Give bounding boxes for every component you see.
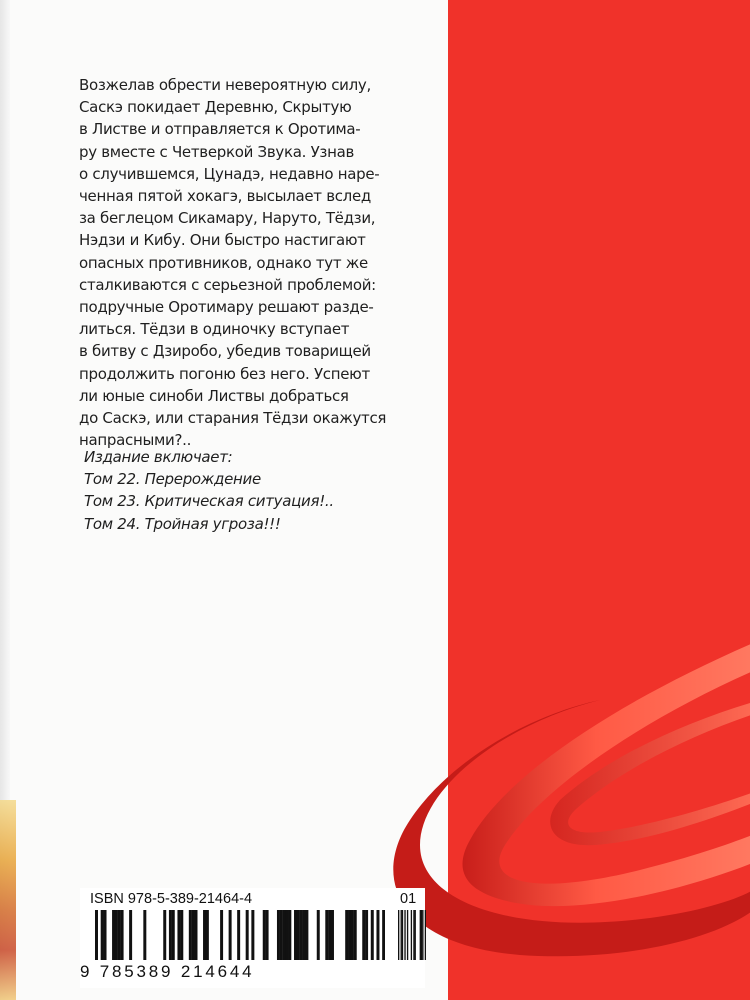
- issue-number: 01: [400, 891, 417, 907]
- synopsis-line: Саскэ покидает Деревню, Скрытую: [79, 98, 352, 117]
- barcode-bar: [121, 910, 124, 960]
- isbn-number: ISBN 978-5-389-21464-4: [90, 891, 253, 907]
- barcode-bar: [354, 910, 357, 960]
- addon-bar: [404, 910, 405, 960]
- barcode-bar: [303, 910, 306, 960]
- barcode-bar: [297, 910, 300, 960]
- barcode-bar: [263, 910, 266, 960]
- addon-bar: [422, 910, 423, 960]
- addon-bar: [401, 910, 402, 960]
- synopsis-line: сталкиваются с серьезной проблемой:: [79, 275, 376, 294]
- barcode-bar: [172, 910, 175, 960]
- barcode-bar: [203, 910, 206, 960]
- synopsis-line: ру вместе с Четверкой Звука. Узнав: [79, 142, 355, 161]
- barcode-bar: [206, 910, 209, 960]
- barcode-bar: [376, 910, 379, 960]
- barcode-bar: [129, 910, 132, 960]
- synopsis-line: о случившемся, Цунадэ, недавно наре-: [79, 164, 380, 183]
- barcode-bar: [365, 910, 368, 960]
- barcode-digits: 9 785389 214644: [80, 962, 255, 981]
- barcode-bar: [288, 910, 291, 960]
- barcode-bar: [325, 910, 328, 960]
- barcode-bar: [246, 910, 249, 960]
- barcode-bar: [300, 910, 303, 960]
- addon-bar: [415, 910, 416, 960]
- barcode-bar: [371, 910, 374, 960]
- barcode-bar: [345, 910, 348, 960]
- synopsis-line: Нэдзи и Кибу. Они быстро настигают: [79, 231, 366, 250]
- barcode-bar: [305, 910, 308, 960]
- barcode-bar: [101, 910, 104, 960]
- barcode-bar: [331, 910, 334, 960]
- barcode-bar: [362, 910, 365, 960]
- barcode-bar: [266, 910, 269, 960]
- synopsis-line: за беглецом Сикамару, Наруто, Тёдзи,: [79, 209, 376, 228]
- addon-bar: [407, 910, 408, 960]
- barcode-bar: [118, 910, 121, 960]
- barcode-bar: [95, 910, 98, 960]
- barcode-bar: [229, 910, 232, 960]
- addon-bar: [420, 910, 421, 960]
- barcode-bar: [177, 910, 180, 960]
- barcode-bar: [277, 910, 280, 960]
- synopsis-line: продолжить погоню без него. Успеют: [79, 364, 370, 383]
- barcode-bar: [115, 910, 118, 960]
- barcode-bar: [285, 910, 288, 960]
- synopsis-line: литься. Тёдзи в одиночку вступает: [79, 320, 350, 339]
- edition-contents: [84, 446, 334, 535]
- synopsis-line: ли юные синоби Листвы добраться: [79, 386, 349, 405]
- barcode-bar: [112, 910, 115, 960]
- barcode-bar: [163, 910, 166, 960]
- ean13-barcode: [95, 910, 385, 968]
- addon-bar: [402, 910, 403, 960]
- barcode-bar: [237, 910, 240, 960]
- barcode-bar: [169, 910, 172, 960]
- synopsis-line: ченная пятой хокагэ, высылает вслед: [79, 187, 371, 206]
- addon-bar: [421, 910, 422, 960]
- barcode-bar: [189, 910, 192, 960]
- contents-heading: Издание включает:: [84, 448, 233, 466]
- volume-entry: Том 22. Перерождение: [84, 470, 261, 489]
- synopsis-line: в Листве и отправляется к Оротима-: [79, 120, 361, 139]
- synopsis-text: [79, 74, 419, 451]
- barcode-bar: [328, 910, 331, 960]
- barcode-bar: [192, 910, 195, 960]
- synopsis-line: Возжелав обрести невероятную силу,: [79, 76, 371, 94]
- synopsis-line: напрасными?..: [79, 431, 192, 450]
- barcode-bar: [220, 910, 223, 960]
- barcode-bar: [351, 910, 354, 960]
- addon-bar: [413, 910, 414, 960]
- barcode-bar: [283, 910, 286, 960]
- swoosh-outer-ring: [393, 700, 750, 956]
- volume-entry: Том 23. Критическая ситуация!..: [84, 492, 334, 511]
- volume-entry: Том 24. Тройная угроза!!!: [84, 514, 281, 533]
- barcode-bar: [143, 910, 146, 960]
- synopsis-line: в битву с Дзиробо, убедив товарищей: [79, 342, 371, 361]
- barcode-bar: [294, 910, 297, 960]
- barcode-bar: [382, 910, 385, 960]
- barcode-bar: [195, 910, 198, 960]
- barcode-bar: [348, 910, 351, 960]
- synopsis-line: до Саскэ, или старания Тёдзи окажутся: [79, 409, 387, 428]
- addon-barcode: [398, 910, 426, 968]
- barcode-bar: [251, 910, 254, 960]
- barcode-bar: [180, 910, 183, 960]
- addon-bar: [425, 910, 426, 960]
- barcode-bar: [104, 910, 107, 960]
- synopsis-line: опасных противников, однако тут же: [79, 253, 368, 272]
- addon-bar: [398, 910, 399, 960]
- addon-bar: [411, 910, 412, 960]
- barcode-bar: [280, 910, 283, 960]
- barcode-bar: [317, 910, 320, 960]
- synopsis-line: подручные Оротимару решают разде-: [79, 298, 374, 317]
